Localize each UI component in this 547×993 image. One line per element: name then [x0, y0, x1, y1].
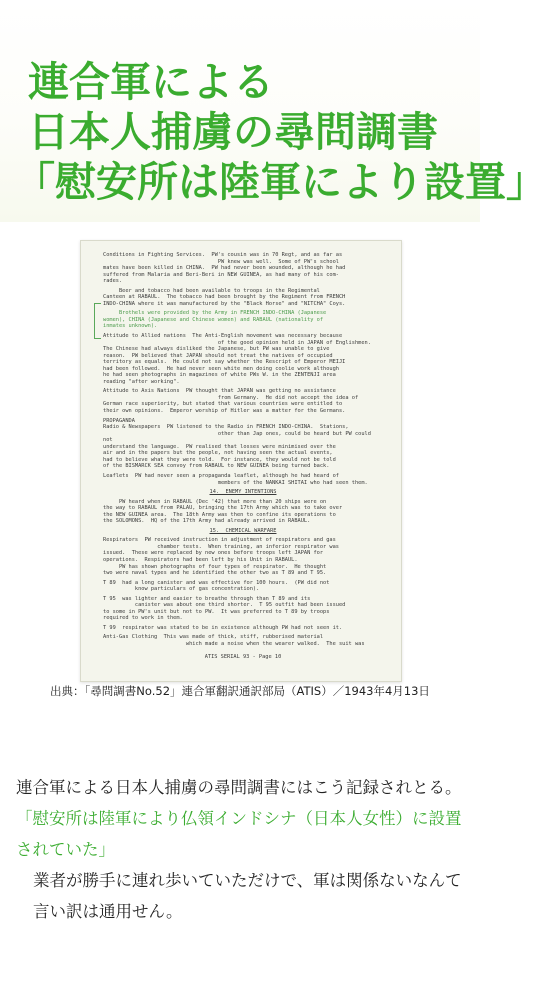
- doc-para-intentions: PW heard when in RABAUL (Dec '42) that more than 20 ships were on the way to RABAUL from PALAU, bringing the 17th Army which was to take over the NEW GUINEA area. The 18th Army was then to confine its operations to the SOLOMONS. HQ of the 17th Army had already arrived in RABAUL.: [103, 498, 343, 525]
- doc-para-propaganda: PROPAGANDA Radio & Newspapers PW listened to the Radio in FRENCH INDO-CHINA. Stations, other than Jap ones, could be heard but PW could not understand the language. PW realised that losses were minimised over the air and in the papers but the people, not having seen the actual events, had to believe what they were told. For instance, they would not be told of the BISMARCK SEA convoy from RABAUL to NEW GUINEA being turned back.: [103, 417, 371, 470]
- headline-line-3: 「慰安所は陸軍により設置」: [14, 158, 547, 206]
- headline-banner: [0, 0, 547, 222]
- doc-footer: ATIS SERIAL 93 - Page 10: [204, 653, 282, 660]
- document-text: [103, 252, 383, 663]
- doc-para-respirators: Respirators PW received instruction in adjustment of respirators and gas chamber tests. When training, an inferior respirator was issued. These were replaced by new ones before troops left JAPAN for operations. Respirators had been left by his Unit in RABAUL. PW has shown photographs of four types of respirator. He thought two were naval types and he identified the other two as T 89 and T 95.: [103, 537, 339, 577]
- doc-section-14: 14. ENEMY INTENTIONS: [209, 489, 277, 496]
- doc-para-canteen: Beer and tobacco had been available to troops in the Regimental Canteen at RABAUL. The tobacco had been brought by the Regiment from FRENCH INDO-CHINA where it was manufactured by the "Black Horse" and "NITCHA" Coys.: [103, 287, 346, 307]
- doc-para-leaflets: Leaflets PW had never seen a propaganda leaflet, although he had heard of members of the NANKAI SHITAI who had seen them.: [103, 472, 368, 486]
- doc-para-t95: T 95 was lighter and easier to breathe through than T 89 and its canister was about one third shorter. T 95 outfit had been issued to some in PW's unit but not to PW. It was preferred to T 89 by troops required to work in them.: [103, 595, 346, 622]
- body-line-1: 連合軍による日本人捕虜の尋問調書にはこう記録されとる。: [16, 778, 462, 797]
- doc-para-t89: T 89 had a long canister and was effective for 100 hours. (PW did not know particulars of gas concentration).: [103, 579, 330, 593]
- source-caption: 出典：「尋問調書No.52」連合軍翻訳通訳部局（ATIS）／1943年4月13日: [50, 684, 430, 698]
- doc-para-antigas: Anti-Gas Clothing This was made of thick, stiff, rubberised material which made a noise when the wearer walked. The suit was: [103, 634, 365, 647]
- body-paragraph-2: 業者が勝手に連れ歩いていただけで、軍は関係ないなんて言い訳は通用せん。: [33, 871, 462, 921]
- body-text: [16, 772, 468, 927]
- doc-section-15: 15. CHEMICAL WARFARE: [209, 527, 277, 534]
- headline-line-2: 日本人捕虜の尋問調書: [28, 108, 438, 156]
- doc-para-brothels: Brothels were provided by the Army in FRENCH INDO-CHINA (Japanese women), CHINA (Japanese and Chinese women) and RABAUL (nationality of inmates unknown).: [103, 310, 327, 330]
- doc-para-conditions: Conditions in Fighting Services. PW's cousin was in 70 Regt, and as far as PW knew was well. Some of PW's school mates have been killed in CHINA. PW had never been wounded, although he had suffered from Malaria and Beri-Beri in NEW GUINEA, as had many of his com- rades.: [103, 252, 346, 285]
- headline-line-1: 連合軍による: [28, 58, 274, 106]
- doc-para-axis: Attitude to Axis Nations PW thought that JAPAN was getting no assistance from Germany. He did not accept the idea of German race superiority, but stated that various countries were entitled to their own opinions. Emperor worship of Hitler was a matter for the Germans.: [103, 388, 359, 415]
- document-scan: [80, 240, 402, 682]
- doc-para-allied: Attitude to Allied nations The Anti-English movement was necessary because of the good opinion held in JAPAN of Englishmen. The Chinese had always disliked the Japanese, but PW was unable to give reason. PW believed that JAPAN should not treat the natives of occupied territory as equals. He could not say whether the Rescript of Emperor MEIJI had been followed. He had never seen white men doing coolie work although he had seen photographs in magazines of white PWs W. in the ZENTENJI area reading "after working".: [103, 333, 371, 385]
- green-bracket-mark: [94, 303, 101, 339]
- doc-para-t99: T 99 respirator was stated to be in existence although PW had not seen it.: [103, 624, 343, 631]
- body-quote: 「慰安所は陸軍により仏領インドシナ（日本人女性）に設置されていた」: [16, 809, 462, 859]
